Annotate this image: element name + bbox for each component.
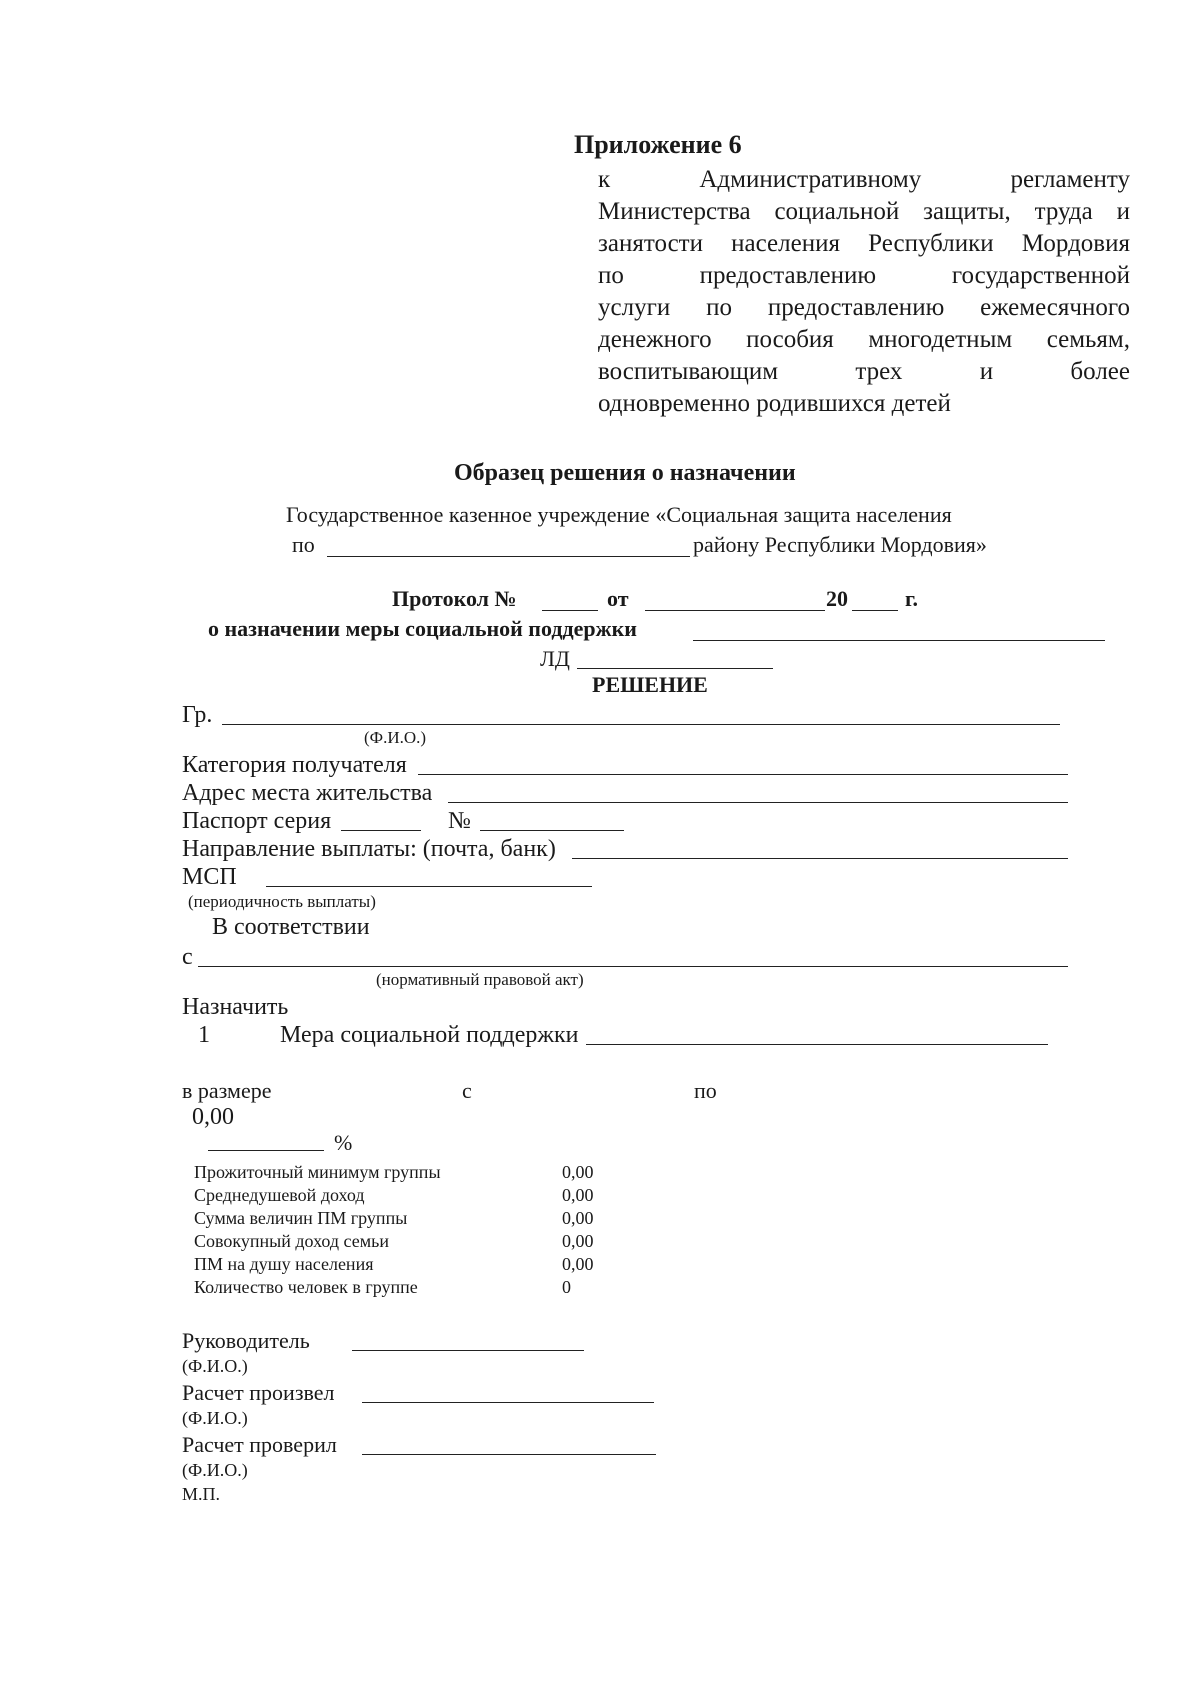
protocol-g: г.: [905, 586, 919, 611]
fio-hint: (Ф.И.О.): [182, 1356, 248, 1376]
act-line: [198, 966, 1068, 967]
appendix-line: Министерства социальной защиты, труда и: [598, 198, 1130, 225]
appendix-line: услуги по предоставлению ежемесячного: [598, 294, 1130, 321]
institution-line1: Государственное казенное учреждение «Социальная защита населения: [286, 502, 952, 527]
s-label: с: [182, 944, 193, 970]
in-amount-label: в размере: [182, 1078, 272, 1103]
category-line: [418, 774, 1068, 775]
payment-direction-line: [572, 858, 1068, 859]
stat-label: Прожиточный минимум группы: [194, 1162, 441, 1182]
institution-prefix: по: [292, 532, 315, 557]
fio-hint: (Ф.И.О.): [364, 728, 427, 747]
head-signature-line: [352, 1350, 584, 1351]
protocol-number-line: [542, 610, 598, 611]
fio-hint: (Ф.И.О.): [182, 1408, 248, 1428]
measure-label: Мера социальной поддержки: [280, 1022, 579, 1048]
decision-title: РЕШЕНИЕ: [592, 672, 708, 697]
periodicity-hint: (периодичность выплаты): [188, 892, 376, 911]
protocol-from: от: [607, 586, 629, 611]
ld-label: ЛД: [540, 646, 570, 671]
passport-series-line: [341, 830, 421, 831]
payment-direction-label: Направление выплаты: (почта, банк): [182, 836, 556, 862]
appendix-line: занятости населения Республики Мордовия: [598, 230, 1130, 257]
assign-label: Назначить: [182, 994, 289, 1020]
fio-hint: (Ф.И.О.): [182, 1460, 248, 1480]
protocol-measure-label: о назначении меры социальной поддержки: [208, 616, 637, 641]
gr-line: [222, 724, 1060, 725]
stat-value: 0,00: [562, 1208, 594, 1228]
percent-line: [208, 1150, 324, 1151]
stat-label: Количество человек в группе: [194, 1277, 418, 1297]
stat-label: Сумма величин ПМ группы: [194, 1208, 408, 1228]
stat-value: 0: [562, 1277, 571, 1297]
act-hint: (нормативный правовой акт): [376, 970, 584, 989]
appendix-line: воспитывающим трех и более: [598, 358, 1130, 385]
stat-value: 0,00: [562, 1162, 594, 1182]
calc-checked-label: Расчет проверил: [182, 1432, 337, 1457]
measure-line: [586, 1044, 1048, 1045]
stat-value: 0,00: [562, 1231, 594, 1251]
head-label: Руководитель: [182, 1328, 310, 1353]
sample-title: Образец решения о назначении: [454, 460, 796, 486]
appendix-line: одновременно родившихся детей: [598, 390, 951, 417]
appendix-line: по предоставлению государственной: [598, 262, 1130, 289]
appendix-line: к Административному регламенту: [598, 166, 1130, 193]
msp-label: МСП: [182, 864, 237, 890]
percent-sign: %: [334, 1130, 353, 1155]
address-label: Адрес места жительства: [182, 780, 433, 806]
stat-label: Совокупный доход семьи: [194, 1231, 389, 1251]
passport-label: Паспорт серия: [182, 808, 332, 834]
item-number: 1: [198, 1022, 210, 1048]
accordance-label: В соответствии: [212, 914, 370, 940]
to-label: по: [694, 1078, 717, 1103]
stat-value: 0,00: [562, 1185, 594, 1205]
protocol-date-line: [645, 610, 825, 611]
stat-label: Среднедушевой доход: [194, 1185, 365, 1205]
calc-made-label: Расчет произвел: [182, 1380, 335, 1405]
protocol-measure-line: [693, 640, 1105, 641]
amount-value: 0,00: [192, 1104, 234, 1130]
msp-line: [266, 886, 592, 887]
appendix-title: Приложение 6: [574, 130, 742, 159]
institution-suffix: району Республики Мордовия»: [693, 532, 987, 557]
ld-line: [577, 668, 773, 669]
stat-value: 0,00: [562, 1254, 594, 1274]
calc-checked-line: [362, 1454, 656, 1455]
number-sign: №: [448, 808, 471, 834]
protocol-label: Протокол №: [392, 586, 517, 611]
passport-number-line: [480, 830, 624, 831]
category-label: Категория получателя: [182, 752, 407, 778]
stamp-place: М.П.: [182, 1484, 221, 1504]
from-label: с: [462, 1078, 472, 1103]
district-blank-line: [327, 556, 690, 557]
calc-made-line: [362, 1402, 654, 1403]
protocol-year: 20: [826, 586, 848, 611]
gr-label: Гр.: [182, 702, 213, 728]
stat-label: ПМ на душу населения: [194, 1254, 374, 1274]
address-line: [448, 802, 1068, 803]
protocol-year-line: [852, 610, 898, 611]
appendix-line: денежного пособия многодетным семьям,: [598, 326, 1130, 353]
